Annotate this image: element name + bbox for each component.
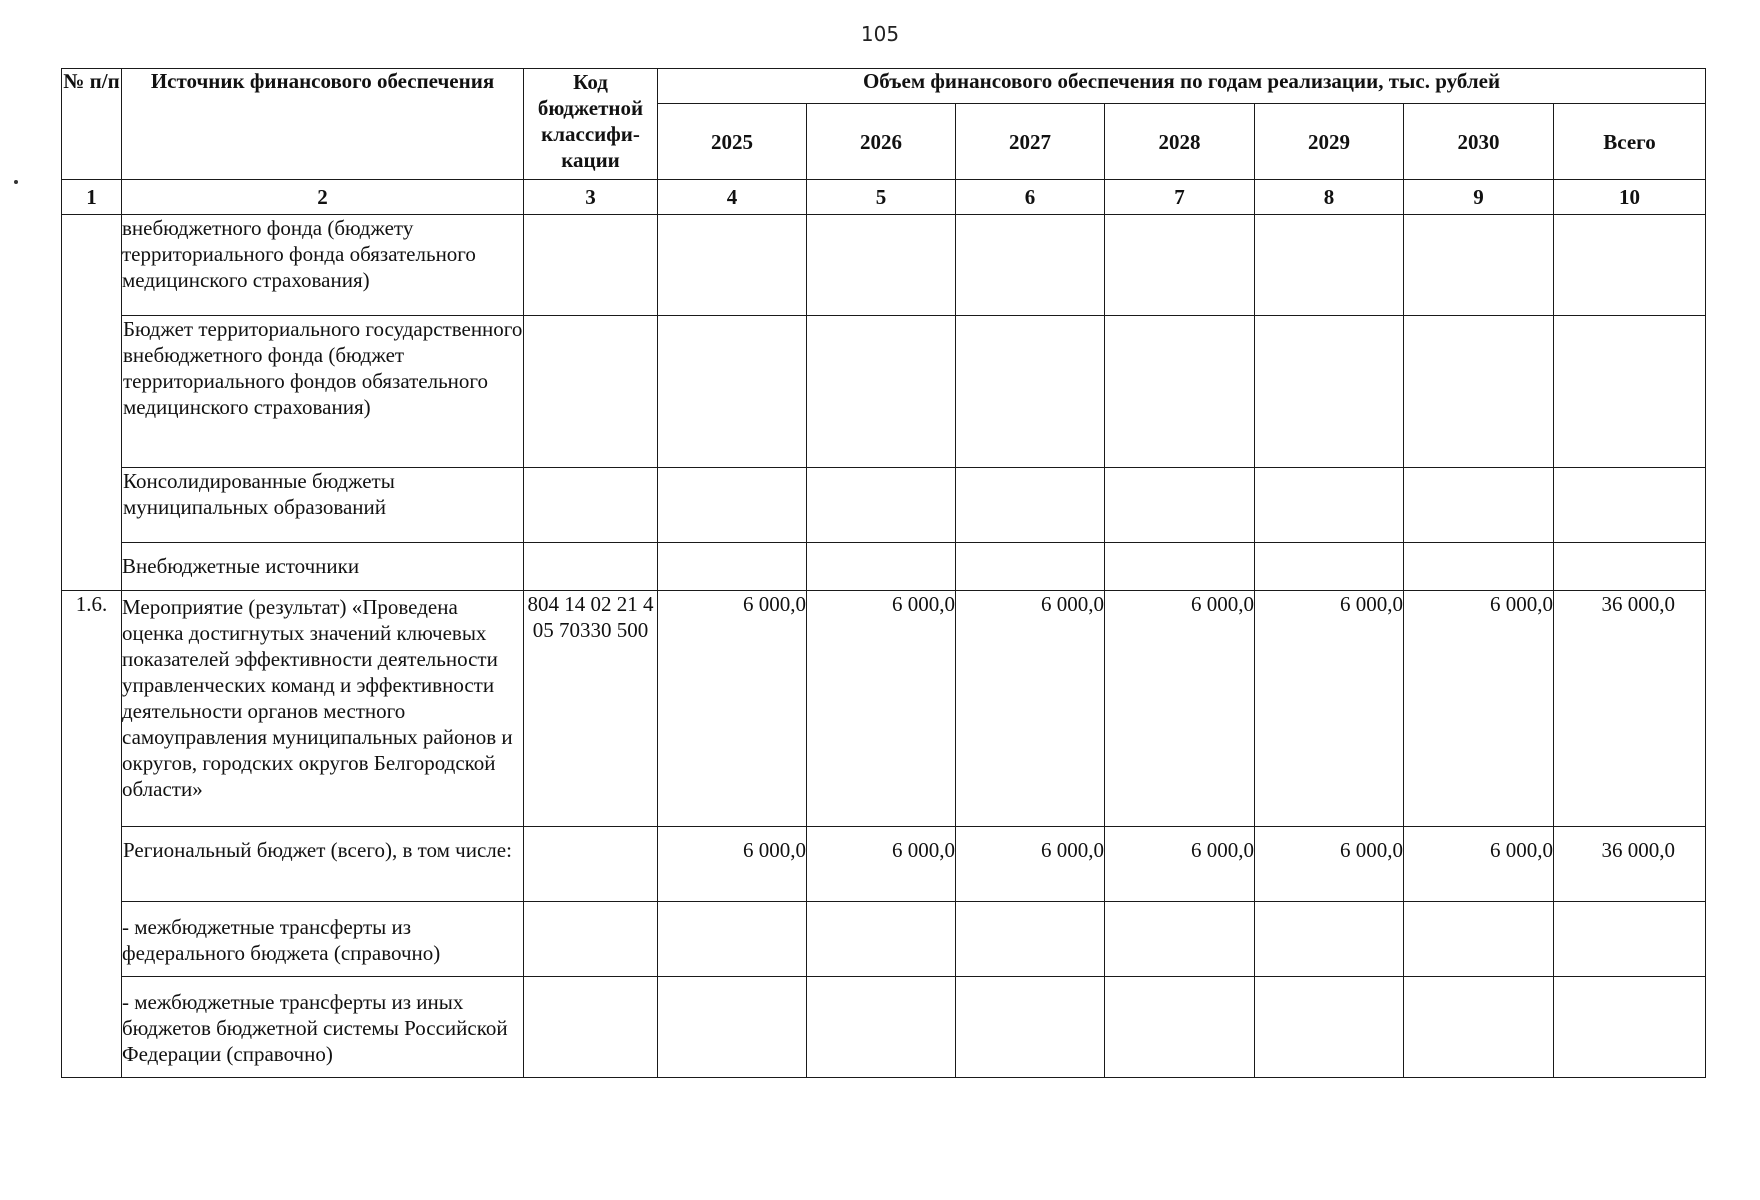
value-cell [1105, 468, 1255, 543]
header-volume: Объем финансового обеспечения по годам реализации, тыс. рублей [658, 69, 1706, 104]
value-cell [1105, 543, 1255, 591]
header-year: 2026 [807, 104, 956, 180]
source-cell: Бюджет территориального государственного внебюджетного фонда (бюджет территориального фондов обязательного медицинского страхования) [122, 316, 524, 468]
header-year: 2028 [1105, 104, 1255, 180]
value-cell [956, 316, 1105, 468]
table-row [62, 591, 1706, 827]
value-cell [1255, 543, 1404, 591]
total-cell [1554, 977, 1706, 1078]
source-cell: внебюджетного фонда (бюджету территориального фонда обязательного медицинского страхования) [122, 215, 524, 316]
value-cell [956, 215, 1105, 316]
column-number: 7 [1105, 180, 1255, 215]
value-cell [658, 468, 807, 543]
code-cell: 804 14 02 21 4 05 70330 500 [524, 591, 658, 827]
value-cell [1404, 468, 1554, 543]
header-year: 2025 [658, 104, 807, 180]
table-row [62, 827, 1706, 902]
header-num: № п/п [62, 69, 122, 180]
header-year: 2029 [1255, 104, 1404, 180]
code-cell [524, 543, 658, 591]
value-cell [807, 902, 956, 977]
column-number: 1 [62, 180, 122, 215]
page-number: 105 [860, 22, 900, 46]
value-cell [807, 977, 956, 1078]
value-cell [1404, 316, 1554, 468]
source-cell: Региональный бюджет (всего), в том числе: [122, 827, 524, 902]
value-cell [807, 543, 956, 591]
value-cell: 6 000,0 [658, 591, 807, 827]
table-row [62, 543, 1706, 591]
table-row [62, 215, 1706, 316]
value-cell [956, 977, 1105, 1078]
column-number: 9 [1404, 180, 1554, 215]
row-number: 1.6. [62, 591, 122, 1078]
value-cell: 6 000,0 [1255, 827, 1404, 902]
value-cell [1255, 468, 1404, 543]
table-row [62, 468, 1706, 543]
value-cell [956, 543, 1105, 591]
header-source: Источник финансового обеспечения [122, 69, 524, 180]
source-cell: - межбюджетные трансферты из иных бюджетов бюджетной системы Российской Федерации (справочно) [122, 977, 524, 1078]
source-cell: Консолидированные бюджеты муниципальных образований [122, 468, 524, 543]
value-cell: 6 000,0 [956, 591, 1105, 827]
value-cell: 6 000,0 [807, 827, 956, 902]
value-cell: 6 000,0 [807, 591, 956, 827]
value-cell [1255, 215, 1404, 316]
value-cell: 6 000,0 [956, 827, 1105, 902]
value-cell [1255, 316, 1404, 468]
code-cell [524, 316, 658, 468]
value-cell: 6 000,0 [1255, 591, 1404, 827]
value-cell [658, 902, 807, 977]
total-cell [1554, 215, 1706, 316]
value-cell: 6 000,0 [1404, 591, 1554, 827]
value-cell [1105, 902, 1255, 977]
value-cell [1404, 543, 1554, 591]
value-cell [1105, 316, 1255, 468]
column-number: 5 [807, 180, 956, 215]
value-cell [658, 977, 807, 1078]
value-cell [658, 316, 807, 468]
total-cell [1554, 468, 1706, 543]
row-number [62, 215, 122, 591]
column-number: 6 [956, 180, 1105, 215]
value-cell [1105, 215, 1255, 316]
total-cell [1554, 316, 1706, 468]
table-row [62, 316, 1706, 468]
source-cell: Мероприятие (результат) «Проведена оценка достигнутых значений ключевых показателей эффективности деятельности управленческих команд и эффективности деятельности органов местного самоуправления муниципальных районов и округов, городских округов Белгородской области» [122, 591, 524, 827]
code-cell [524, 215, 658, 316]
value-cell [807, 316, 956, 468]
value-cell [807, 468, 956, 543]
column-numbers-row [62, 180, 1706, 215]
column-number: 2 [122, 180, 524, 215]
total-cell [1554, 543, 1706, 591]
header-year: 2030 [1404, 104, 1554, 180]
column-number: 4 [658, 180, 807, 215]
column-number: 3 [524, 180, 658, 215]
code-cell [524, 902, 658, 977]
column-number: 8 [1255, 180, 1404, 215]
financing-table [61, 68, 1706, 1078]
code-cell [524, 977, 658, 1078]
header-code: Код бюджетной классифи-кации [524, 69, 658, 180]
code-cell [524, 827, 658, 902]
total-cell: 36 000,0 [1554, 591, 1706, 827]
value-cell [1255, 977, 1404, 1078]
table-row [62, 977, 1706, 1078]
value-cell [658, 215, 807, 316]
source-cell: - межбюджетные трансферты из федерального бюджета (справочно) [122, 902, 524, 977]
value-cell [1404, 902, 1554, 977]
table-row [62, 902, 1706, 977]
value-cell [658, 543, 807, 591]
source-cell: Внебюджетные источники [122, 543, 524, 591]
value-cell [807, 215, 956, 316]
value-cell: 6 000,0 [658, 827, 807, 902]
total-cell [1554, 902, 1706, 977]
value-cell [1105, 977, 1255, 1078]
header-total: Всего [1554, 104, 1706, 180]
column-number: 10 [1554, 180, 1706, 215]
value-cell [1255, 902, 1404, 977]
value-cell: 6 000,0 [1404, 827, 1554, 902]
header-year: 2027 [956, 104, 1105, 180]
scan-speck [14, 180, 18, 184]
code-cell [524, 468, 658, 543]
value-cell: 6 000,0 [1105, 591, 1255, 827]
value-cell [1404, 977, 1554, 1078]
value-cell [1404, 215, 1554, 316]
value-cell [956, 468, 1105, 543]
value-cell: 6 000,0 [1105, 827, 1255, 902]
value-cell [956, 902, 1105, 977]
total-cell: 36 000,0 [1554, 827, 1706, 902]
header-row-top [62, 69, 1706, 104]
